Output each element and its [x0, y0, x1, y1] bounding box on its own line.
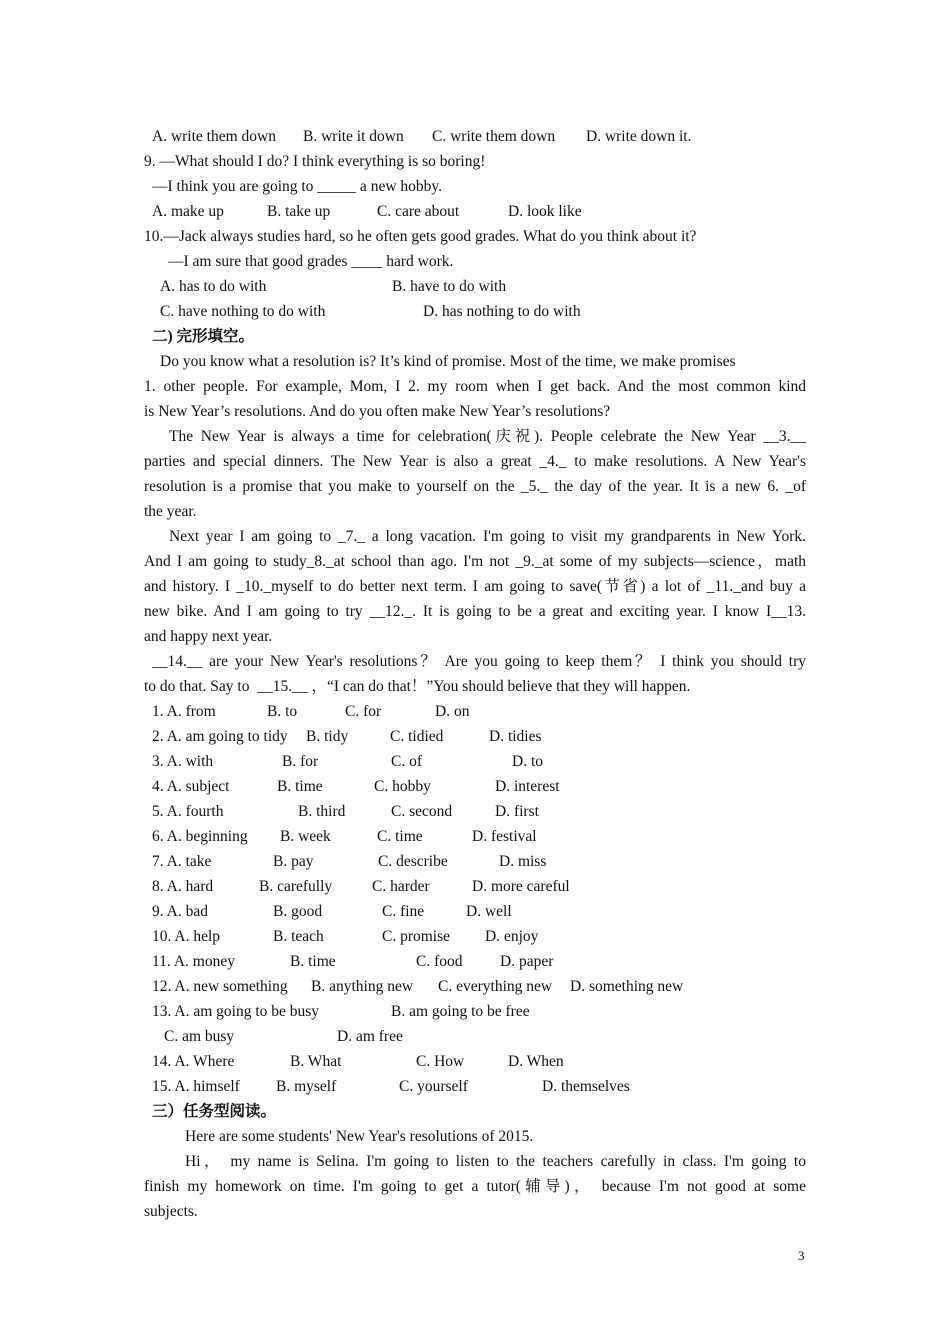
cloze-p4-line1: __14.__ are your New Year's resolutions？ Are you going to keep them？ I think you should try [152, 653, 806, 670]
option-b: B. carefully [259, 878, 333, 895]
option-a: 1. A. from [152, 703, 216, 720]
q10-option-b: B. have to do with [392, 278, 507, 295]
option-d: D. more careful [472, 878, 570, 895]
option-b: B. am going to be free [391, 1003, 530, 1020]
q9-option-c: C. care about [377, 203, 460, 220]
option-b: B. time [290, 953, 336, 970]
task-reading-intro: Here are some students' New Year's resolutions of 2015. [185, 1128, 534, 1145]
option-b: B. time [277, 778, 323, 795]
option-d: D. paper [500, 953, 554, 970]
option-c: C. describe [378, 853, 448, 870]
q9-question: 9. —What should I do? I think everything is so boring! [144, 153, 486, 170]
q9-option-d: D. look like [508, 203, 582, 220]
task-reading-p1-line3: subjects. [144, 1203, 198, 1220]
option-d: D. miss [499, 853, 547, 870]
option-b: B. week [280, 828, 331, 845]
q8-option-c: C. write them down [432, 128, 556, 145]
cloze-p3-line4: new bike. And I am going to try __12._. It is going to be a great and exciting year. I know I__13. [144, 603, 806, 620]
cloze-p1-line3: is New Year’s resolutions. And do you often make New Year’s resolutions? [144, 403, 611, 420]
cloze-p3-line2: And I am going to study_8._at school than ago. I'm not _9._at some of my subjects—science，math [144, 553, 806, 570]
cloze-p1-line1: Do you know what a resolution is? It’s kind of promise. Most of the time, we make promises [160, 353, 736, 370]
cloze-p4-line2: to do that. Say to __15.__ ，“I can do that！”You should believe that they will happen. [144, 678, 691, 695]
option-c: C. yourself [399, 1078, 468, 1095]
q9-reply: —I think you are going to _____ a new hobby. [152, 178, 443, 195]
q10-option-c: C. have nothing to do with [160, 303, 326, 320]
option-a: 14. A. Where [152, 1053, 235, 1070]
cloze-p3-line1: Next year I am going to _7._ a long vacation. I'm going to visit my grandparents in New York. [169, 528, 806, 545]
option-d: D. something new [570, 978, 684, 995]
option-a: 15. A. himself [152, 1078, 240, 1095]
option-a: 12. A. new something [152, 978, 288, 995]
option-a: 13. A. am going to be busy [152, 1003, 320, 1020]
task-reading-p1-line2: finish my homework on time. I'm going to get a tutor(辅导)， because I'm not good at some [144, 1178, 806, 1195]
cloze-p2-line1: The New Year is always a time for celebration(庆祝). People celebrate the New Year __3.__ [169, 428, 806, 445]
q10-question: 10.—Jack always studies hard, so he often gets good grades. What do you think about it? [144, 228, 697, 245]
option-b: B. What [290, 1053, 342, 1070]
option-d: D. festival [472, 828, 537, 845]
cloze-p3-line3: and history. I _10._myself to do better next term. I am going to save(节省) a lot of _11._and buy a [144, 578, 806, 595]
option-c: C. of [391, 753, 422, 770]
cloze-heading: 二) 完形填空。 [152, 328, 255, 345]
option-b: B. pay [273, 853, 314, 870]
q8-option-b: B. write it down [303, 128, 404, 145]
option-b: B. to [267, 703, 298, 720]
option-d: D. first [495, 803, 539, 820]
option-a: 11. A. money [152, 953, 235, 970]
q10-option-d: D. has nothing to do with [423, 303, 581, 320]
q9-option-b: B. take up [267, 203, 331, 220]
option-c: C. How [416, 1053, 465, 1070]
option-a: 6. A. beginning [152, 828, 248, 845]
option-c: C. am busy [164, 1028, 235, 1045]
option-b: B. for [282, 753, 319, 770]
cloze-p2-line2: parties and special dinners. The New Year is also a great _4._ to make resolutions. A New Year's [144, 453, 806, 470]
option-c: C. promise [382, 928, 451, 945]
option-c: C. harder [372, 878, 430, 895]
option-c: C. for [345, 703, 382, 720]
option-d: D. on [435, 703, 470, 720]
option-c: C. tidied [390, 728, 444, 745]
option-d: D. am free [337, 1028, 403, 1045]
option-a: 3. A. with [152, 753, 214, 770]
option-a: 10. A. help [152, 928, 221, 945]
option-b: B. teach [273, 928, 324, 945]
option-a: 7. A. take [152, 853, 212, 870]
q9-option-a: A. make up [152, 203, 224, 220]
q10-reply: —I am sure that good grades ____ hard work. [168, 253, 454, 270]
option-a: 2. A. am going to tidy [152, 728, 288, 745]
option-b: B. tidy [306, 728, 349, 745]
option-d: D. well [466, 903, 512, 920]
cloze-p1-line2: 1. other people. For example, Mom, I 2. my room when I get back. And the most common kind [144, 378, 806, 395]
option-c: C. time [377, 828, 423, 845]
option-c: C. everything new [438, 978, 553, 995]
q10-option-a: A. has to do with [160, 278, 267, 295]
option-d: D. When [508, 1053, 564, 1070]
cloze-p3-line5: and happy next year. [144, 628, 273, 645]
option-a: 5. A. fourth [152, 803, 224, 820]
task-reading-p1-line1: Hi， my name is Selina. I'm going to listen to the teachers carefully in class. I'm going to [185, 1153, 806, 1170]
option-c: C. fine [382, 903, 425, 920]
option-d: D. to [512, 753, 543, 770]
option-a: 4. A. subject [152, 778, 230, 795]
option-d: D. enjoy [485, 928, 539, 945]
option-b: B. myself [276, 1078, 337, 1095]
option-c: C. second [391, 803, 453, 820]
option-b: B. anything new [311, 978, 414, 995]
option-d: D. themselves [542, 1078, 630, 1095]
q8-option-a: A. write them down [152, 128, 276, 145]
option-a: 8. A. hard [152, 878, 214, 895]
task-reading-heading: 三）任务型阅读。 [152, 1103, 277, 1120]
option-b: B. third [298, 803, 346, 820]
q8-option-d: D. write down it. [586, 128, 692, 145]
option-d: D. interest [495, 778, 560, 795]
option-c: C. food [416, 953, 463, 970]
option-c: C. hobby [374, 778, 431, 795]
cloze-p2-line3: resolution is a promise that you make to yourself on the _5._ the day of the year. It is a new 6. _of [144, 478, 806, 495]
option-d: D. tidies [489, 728, 542, 745]
option-a: 9. A. bad [152, 903, 208, 920]
page-number: 3 [798, 1248, 805, 1263]
option-b: B. good [273, 903, 323, 920]
cloze-p2-line4: the year. [144, 503, 197, 520]
